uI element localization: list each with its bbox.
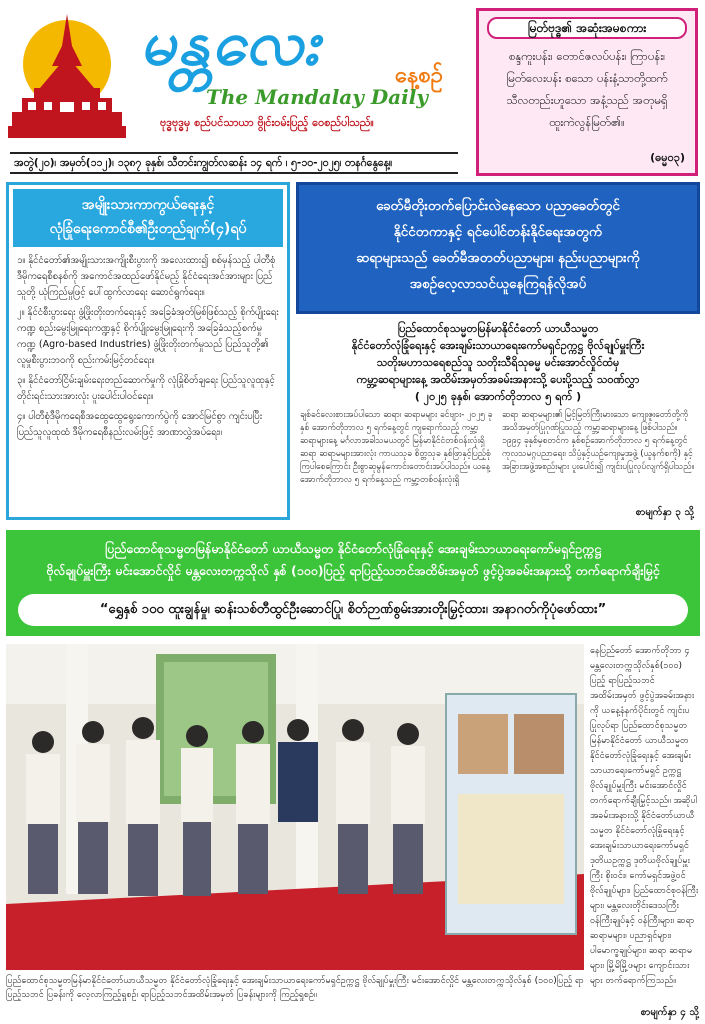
continued-link-bottom[interactable]: စာမျက်နှာ ၄ သို့ <box>640 1007 699 1018</box>
newspaper-english-name: The Mandalay Daily <box>206 85 428 109</box>
headline-line: အစဉ်လေ့လာသင်ယူနေကြရန်လိုအပ် <box>409 276 587 292</box>
dateline: အတွဲ(၂၀)၊ အမှတ်(၁၁၂)၊ ၁၃၈၇ ခုနှစ်၊ သီတင်းကျွတ်လဆန်း ၁၄ ရက် ၊ ၅-၁၀-၂၀၂၅၊ တနင်္ဂနွေနေ့။ <box>10 152 458 174</box>
article-column: ချစ်ခင်လေးစားအပ်ပါသော ဆရာ၊ ဆရာမများ ခင်ဗျား- ၂၀၂၅ ခုနှစ် အောက်တိုဘာလ ၅ ရက်နေ့တွင် ကျရောက်သည့် ကမ္ဘာ့ဆရာများနေ့ မင်္ဂလာအခါသမယတွင် မြန်မာနိုင်ငံတစ်ဝန်းလုံးရှိ ဆရာ ဆရာမများအားလုံး ကာယသုခ စိတ္တသုခ နှစ်ဖြာနှင့်ပြည့်စုံကြပါစေကြောင်း ဦးစွာဆုမွန်ကောင်းတောင်းအပ်ပါသည်။ ယနေ့ အောက်တိုဘာလ ၅ ရက်နေ့သည် ကမ္ဘာ့တစ်ဝန်းလုံးရှိ <box>300 410 493 485</box>
teachers-day-article <box>296 182 700 520</box>
pagoda-logo <box>8 6 126 144</box>
side-column-text: နေပြည်တော် အောက်တိုဘာ ၄ မန္တလေးတက္ကသိုလ်နှစ်(၁၀၀) ပြည့် ရာပြည့်သဘင် အထိမ်းအမှတ် ဖွင့်ပွဲအခမ်းအနားကို ယနေ့နံနက်ပိုင်းတွင် ကျင်းပပြုလုပ်ရာ ပြည်ထောင်စုသမ္မတမြန်မာနိုင်ငံတော် ယာယီသမ္မတ နိုင်ငံတော်လုံခြုံရေးနှင့် အေးချမ်းသာယာရေးကော်မရှင် ဥက္ကဋ္ဌ ဗိုလ်ချုပ်မှူးကြီး မင်းအောင်လှိုင် တက်ရောက်ချီးမြှင့်သည်။ အဆိုပါ အခမ်းအနားသို့ နိုင်ငံတော်ယာယီသမ္မတ နိုင်ငံတော်လုံခြုံရေးနှင့်အေးချမ်းသာယာရေးကော်မရှင် ဒုတိယဥက္ကဋ္ဌ ဒုတိယဗိုလ်ချုပ်မှူးကြီး စိုးဝင်း၊ ကော်မရှင်အဖွဲ့ဝင် ဗိုလ်ချုပ်များ၊ ပြည်ထောင်စုဝန်ကြီးများ၊ မန္တလေးတိုင်းဒေသကြီး ဝန်ကြီးချုပ်နှင့် ဝန်ကြီးများ၊ ဆရာ ဆရာမများ၊ ပညာရှင်များ၊ ပါမောက္ခချုပ်များ၊ ဆရာ ဆရာမများ၊ မြို့မိမြို့ဖများ ကျောင်းသားများ တက်ရောက်ကြသည်။ <box>590 646 699 986</box>
heading-line: အမျိုးသားကာကွယ်ရေးနှင့် <box>81 197 215 213</box>
proverb-line: စန္ဒကူးပန်း၊ တောင်ဇလပ်ပန်း၊ ကြာပန်း၊ <box>508 49 666 63</box>
objective-item: ၃။ နိုင်ငံတော်ငြိမ်းချမ်းရေးတည်ဆောက်မှုကို လုံခြုံစိတ်ချရေး ပြည်သူလူထုနှင့် တိုင်းရင်းသားအားလုံး ပူးပေါင်းပါဝင်ရေး။ <box>17 375 275 402</box>
objective-item: ၂။ နိုင်ငံစီးပွားရေး ဖွံ့ဖြိုးတိုးတက်ရေးနှင့် အခြေခံအုတ်မြစ်ဖြစ်သည့် စိုက်ပျိုးရေးကဏ္ဍ စည်းမွေးမြူရေးကဏ္ဍနှင့် စိုက်ပျိုးမွေးမြူရေးကို အခြေခံသည့်စက်မှုကဏ္ဍ (Agro-based Industries) ဖွံ့ဖြိုးတိုးတက်မှုသည် ပြည်သူတို့၏ လူမှုစီးပွားဘဝကို စည်းကမ်းမြင့်တင်ရေး။ <box>17 307 279 366</box>
headline-banner <box>6 530 700 636</box>
newspaper-title-tag: နေ့စဉ် <box>395 63 443 88</box>
objective-item: ၄။ ပါတီစုံဒီမိုကရေစီအထွေထွေရွေးကောက်ပွဲကို အောင်မြင်စွာ ကျင်းပပြီး ပြည်သူလူထုထံ ဒီမိုကရေစီနည်းလမ်းဖြင့် အာဏာလွှဲအပ်ရေး။ <box>17 411 263 438</box>
subheading-line: သတိုးမဟာသရေစည်သူ သတိုးသီရိသုဓမ္မ မင်းအောင်လှိုင်ထံမှ <box>376 356 620 369</box>
proverb-source: (ဓမ္မ၀၃) <box>650 151 685 164</box>
national-objectives-heading <box>13 189 283 247</box>
proverb-heading: မြတ်ဗုဒ္ဓ၏ အဆုံးအမစကား <box>487 17 687 39</box>
article-subheading <box>296 320 700 405</box>
subheading-line: ကမ္ဘာ့ဆရာများနေ့ အထိမ်းအမှတ်အခမ်းအနားသို့ ပေးပို့သည့် သဝဏ်လွှာ <box>356 373 640 386</box>
proverb-line: မြတ်လေးပန်း စသော ပန်းနံ့သာတို့ထက် <box>506 71 668 85</box>
subheading-line: ပြည်ထောင်စုသမ္မတမြန်မာနိုင်ငံတော် ယာယီသမ္မတ <box>397 322 599 335</box>
national-objectives-box <box>6 182 290 520</box>
article-headline <box>296 182 700 314</box>
subheading-line: ( ၂၀၂၅ ခုနှစ်၊ အောက်တိုဘာလ ၅ ရက် ) <box>414 390 582 403</box>
newspaper-title: မန္တလေး <box>140 6 321 79</box>
continued-link[interactable]: စာမျက်နှာ ၃ သို့ <box>635 507 694 518</box>
objective-item: ၁။ နိုင်ငံတော်၏အမျိုးသားအကျိုးစီးပွားကို အလေးထား၍ စစ်မှန်သည့် ပါတီစုံဒီမိုကရေစီစနစ်ကို အကောင်အထည်ဖော်နိုင်မည့် နိုင်ငံရေးအင်အားများ ပြည်သူတို့ ယုံကြည်မှုဖြင့် ပေါ်ထွက်လာရေး ဆောင်ရွက်ရေး။ <box>17 255 276 298</box>
photo-caption: ပြည်ထောင်စုသမ္မတမြန်မာနိုင်ငံတော်ယာယီသမ္မတ နိုင်ငံတော်လုံခြုံရေးနှင့် အေးချမ်းသာယာရေးကော်မရှင်ဥက္ကဋ္ဌ ဗိုလ်ချုပ်မှူးကြီး မင်းအောင်လှိုင် မန္တလေးတက္ကသိုလ်နှစ် (၁၀၀)ပြည့် ရာပြည့်သဘင် ပြခန်းကို လေ့လာကြည့်ရှုစဉ်၊ ရာပြည့်သဘင်အထိမ်းအမှတ် ပြခန်းများကို ကြည့်ရှုစဉ်။ <box>6 976 584 1000</box>
headline-line: နိုင်ငံတကာနှင့် ရင်ပေါင်တန်းနိုင်ရေးအတွက် <box>393 224 603 240</box>
banner-quote: “ရွှေနှစ် ၁၀၀ ထူးချွန်မှု၊ ဆန်းသစ်တီထွင်ဦးဆောင်ပြု၊ စိတ်ဉာဏ်စွမ်းအားတိုးမြှင့်ထား၊ အနာဂတ်ကိုပုံဖော်ထား” <box>18 594 688 626</box>
newspaper-motto: ဗုဒ္ဓဗုဒ္ဓမှ စည်ပင်သာယာ ဗွိုင်းဝမ်းပြည့် ဝေစည်ပါသည်။ <box>160 116 374 129</box>
headline-line: ခေတ်မီတိုးတက်ပြောင်းလဲနေသော ပညာခေတ်တွင် <box>376 198 620 214</box>
proverb-text <box>479 39 695 133</box>
news-side-column <box>590 644 700 1018</box>
proverb-box <box>476 8 698 176</box>
proverb-line: ထူးကဲလွန်မြတ်၏။ <box>549 115 625 129</box>
banner-line: ဗိုလ်ချုပ်မှူးကြီး မင်းအောင်လှိုင် မန္တလေးတက္ကသိုလ် နှစ် (၁၀၀)ပြည့် ရာပြည့်သဘင်အထိမ်းအမှတ် ဖွင့်ပွဲအခမ်းအနားသို့ တက်ရောက်ချီးမြှင့် <box>46 563 660 578</box>
article-column: ဆရာ ဆရာမများ၏ မြင့်မြတ်ကြီးမားသော ကျေးဇူးတော်တို့ကို အသိအမှတ်ပြုဂုဏ်ပြုသည့် ကမ္ဘာ့ဆရာများနေ့ ဖြစ်ပါသည်။ ၁၉၉၄ ခုနှစ်မှစတင်က နှစ်စဉ်အောက်တိုဘာလ ၅ ရက်နေ့တွင် ကုလသမဂ္ဂပညာရေး၊ သိပ္ပံနှင့်ယဉ်ကျေးမှုအဖွဲ့ (ယူနက်စကို) နှင့် အခြားအဖွဲ့အစည်းများ ပူးပေါင်း၍ ကျင်းပပြုလုပ်လျက်ရှိပါသည်။ <box>502 410 695 472</box>
proverb-line: သီလတည်းဟူသော အနံ့သည် အတုမရှိ <box>506 93 668 107</box>
article-body <box>296 409 700 487</box>
headline-line: ဆရာများသည် ခေတ်မီအတတ်ပညာများ၊ နည်းပညာများကို <box>356 250 640 266</box>
banner-line: ပြည်ထောင်စုသမ္မတမြန်မာနိုင်ငံတော် ယာယီသမ္မတ နိုင်ငံတော်လုံခြုံရေးနှင့် အေးချမ်းသာယာရေးကော်မရှင်ဥက္ကဋ္ဌ <box>104 541 602 556</box>
news-photo <box>6 644 584 970</box>
heading-line: လုံခြုံရေးကောင်စီ၏ဦးတည်ချက်(၄)ရပ် <box>49 221 247 237</box>
subheading-line: နိုင်ငံတော်လုံခြုံရေးနှင့် အေးချမ်းသာယာရေးကော်မရှင်ဥက္ကဋ္ဌ ဗိုလ်ချုပ်မှူးကြီး <box>351 339 645 352</box>
